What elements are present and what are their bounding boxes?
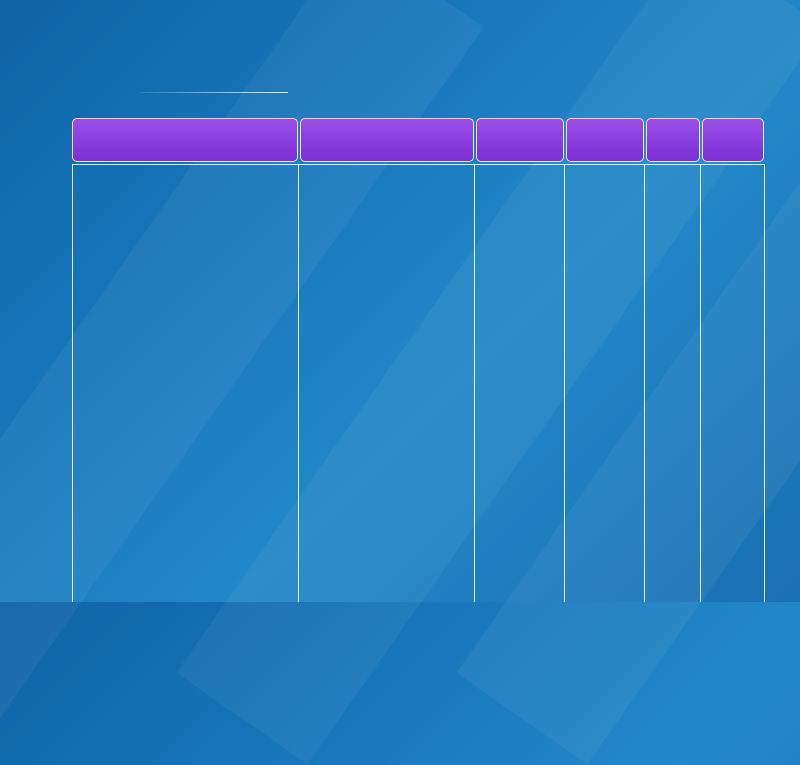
header-address	[300, 118, 474, 162]
header-section	[476, 118, 564, 162]
header-vacant-load	[646, 118, 700, 162]
header-subject	[566, 118, 644, 162]
title-underline	[140, 92, 288, 93]
vacancy-table	[72, 164, 764, 165]
header-institution	[72, 118, 298, 162]
header-vacant-count	[702, 118, 764, 162]
